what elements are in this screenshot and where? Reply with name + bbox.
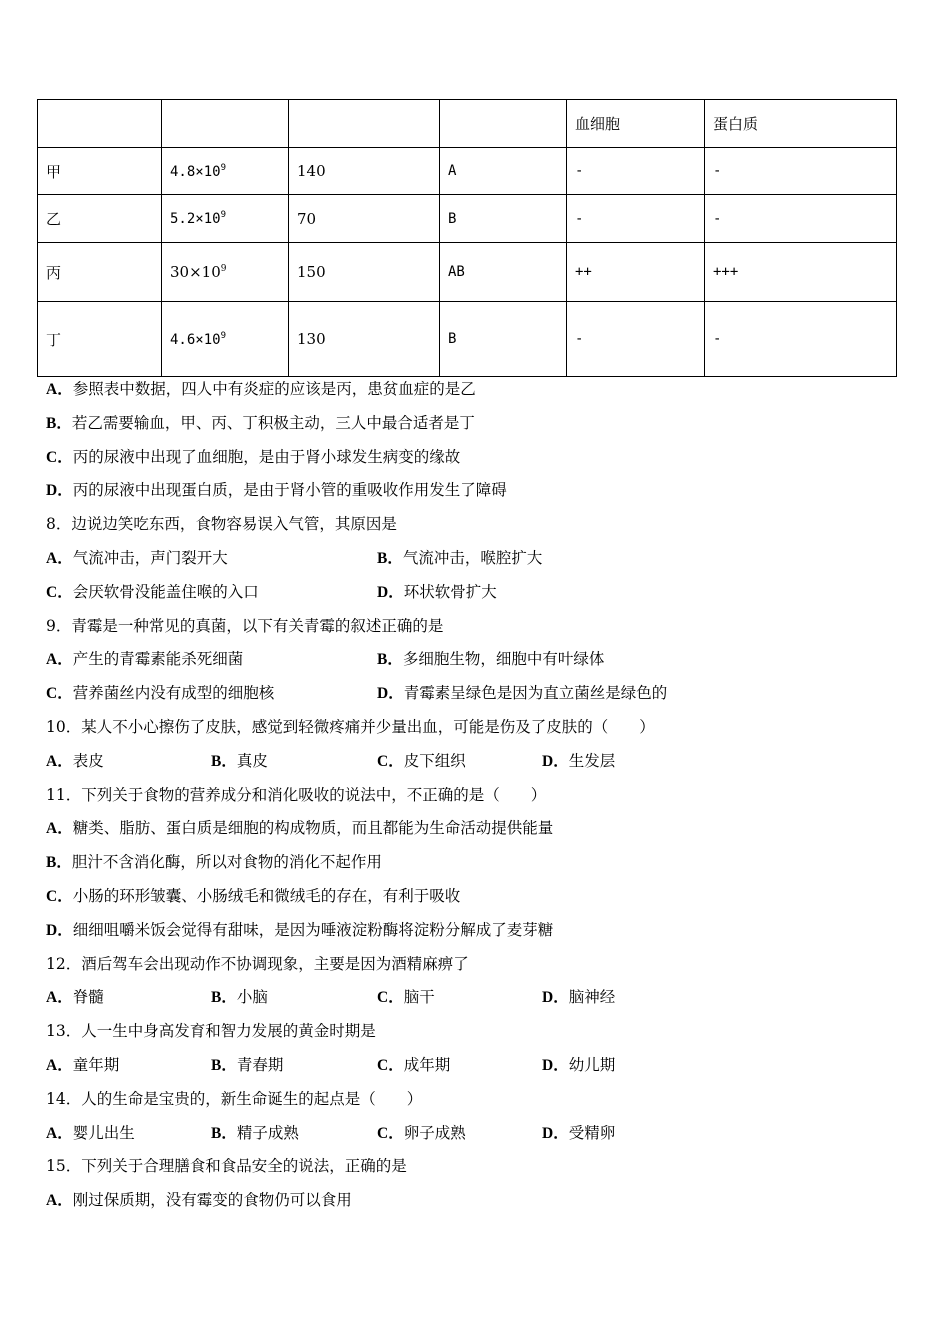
table-row: [38, 195, 897, 243]
table-cell: B: [440, 195, 567, 243]
option-text: 婴儿出生: [72, 1123, 135, 1142]
q7-option-a: [46, 373, 916, 407]
option-text: 参照表中数据，四人中有炎症的应该是丙，患贫血症的是乙: [72, 380, 476, 398]
q10-stem: 10．某人不小心擦伤了皮肤，感觉到轻微疼痛并少量出血，可能是伤及了皮肤的（ ）: [46, 717, 655, 736]
option-text: 青霉素呈绿色是因为直立菌丝是绿色的: [403, 684, 668, 703]
table-cell: 130: [289, 302, 440, 377]
option-label: A．: [46, 752, 73, 770]
table-row: [38, 148, 897, 195]
q11-option-a: [46, 812, 916, 846]
option-label: B．: [211, 989, 237, 1007]
q14-stem: 14．人的生命是宝贵的，新生命诞生的起点是（ ）: [46, 1089, 423, 1108]
q14-option-c: [377, 1117, 466, 1151]
q7-option-b: [46, 407, 916, 441]
table-header-cell: [289, 100, 440, 148]
q11-option-c: [46, 880, 916, 914]
option-label: C．: [46, 685, 73, 703]
table-cell: 140: [289, 148, 440, 195]
table-cell: -: [567, 195, 705, 243]
table-cell: [162, 148, 289, 195]
option-label: A．: [46, 651, 73, 669]
option-text: 皮下组织: [403, 751, 466, 770]
option-text: 真皮: [236, 751, 268, 770]
option-text: 脊髓: [72, 988, 104, 1007]
table-cell: -: [705, 302, 897, 377]
q14-option-a: [46, 1117, 135, 1151]
q13-option-b: [211, 1049, 283, 1083]
q15-stem: 15．下列关于合理膳食和食品安全的说法，正确的是: [46, 1157, 407, 1176]
table-row: [38, 302, 897, 377]
q14-option-d: [542, 1117, 615, 1151]
option-text: 营养菌丝内没有成型的细胞核: [72, 684, 275, 703]
q9-options-row-2: [46, 677, 916, 711]
q10-option-c: [377, 745, 466, 779]
option-label: B．: [46, 854, 72, 872]
option-label: C．: [46, 583, 73, 601]
cell-exponent: 9: [220, 264, 227, 274]
table-header-cell: 血细胞: [567, 100, 705, 148]
option-label: C．: [377, 1056, 404, 1074]
option-label: B．: [377, 549, 403, 567]
question-list: [46, 373, 916, 1218]
option-text: 若乙需要输血，甲、丙、丁积极主动，三人中最合适者是丁: [71, 413, 475, 432]
q10-option-b: [211, 745, 268, 779]
table-cell: 70: [289, 195, 440, 243]
q13-options-row: [46, 1049, 916, 1083]
table-cell: ++: [567, 243, 705, 302]
option-text: 丙的尿液中出现了血细胞，是由于肾小球发生病变的缘故: [72, 447, 461, 466]
q13-option-c: [377, 1049, 450, 1083]
blood-urine-table: [37, 99, 897, 377]
option-label: C．: [377, 752, 404, 770]
option-label: A．: [46, 989, 73, 1007]
cell-base: 4.8×10: [170, 163, 221, 180]
table-cell: [162, 243, 289, 302]
option-text: 表皮: [72, 751, 104, 770]
q11-stem: 11．下列关于食物的营养成分和消化吸收的说法中，不正确的是（ ）: [46, 785, 547, 804]
table-cell: 丙: [38, 243, 162, 302]
option-label: C．: [46, 887, 73, 905]
option-text: 成年期: [403, 1055, 451, 1074]
option-text: 丙的尿液中出现蛋白质，是由于肾小管的重吸收作用发生了障碍: [72, 481, 507, 500]
table-cell: [162, 195, 289, 243]
q9-stem: 9．青霉是一种常见的真菌，以下有关青霉的叙述正确的是: [46, 616, 444, 635]
option-text: 环状软骨扩大: [403, 582, 497, 601]
table-header-cell: [38, 100, 162, 148]
q8-option-a: [46, 542, 228, 576]
option-text: 气流冲击，声门裂开大: [72, 548, 228, 567]
option-label: C．: [377, 1124, 404, 1142]
option-text: 胆汁不含消化酶，所以对食物的消化不起作用: [71, 853, 382, 872]
table-cell: 乙: [38, 195, 162, 243]
cell-exponent: 9: [220, 210, 226, 220]
option-text: 刚过保质期，没有霉变的食物仍可以食用: [72, 1191, 352, 1210]
option-text: 脑神经: [568, 988, 616, 1007]
option-label: A．: [46, 1124, 73, 1142]
table-cell: -: [567, 148, 705, 195]
q13-stem: 13．人一生中身高发育和智力发展的黄金时期是: [46, 1022, 376, 1041]
table-row: [38, 243, 897, 302]
option-label: C．: [46, 448, 73, 466]
option-text: 细细咀嚼米饭会觉得有甜味，是因为唾液淀粉酶将淀粉分解成了麦芽糖: [72, 920, 554, 939]
table-cell: 150: [289, 243, 440, 302]
option-label: D．: [46, 482, 73, 500]
option-label: B．: [211, 1124, 237, 1142]
q9-option-a: [46, 643, 243, 677]
option-label: D．: [377, 583, 404, 601]
q9-option-d: [377, 677, 667, 711]
option-text: 会厌软骨没能盖住喉的入口: [72, 582, 259, 601]
table-cell: 丁: [38, 302, 162, 377]
table-cell: +++: [705, 243, 897, 302]
option-text: 小脑: [236, 988, 268, 1007]
option-label: D．: [542, 1124, 569, 1142]
q8-options-row-2: [46, 576, 916, 610]
option-text: 童年期: [72, 1055, 120, 1074]
q13-option-d: [542, 1049, 615, 1083]
option-label: A．: [46, 820, 73, 838]
q8-option-b: [377, 542, 542, 576]
q9-option-c: [46, 677, 274, 711]
cell-base: 30×10: [170, 263, 221, 281]
option-text: 产生的青霉素能杀死细菌: [72, 650, 244, 669]
option-label: D．: [542, 1056, 569, 1074]
option-label: C．: [377, 989, 404, 1007]
option-text: 多细胞生物，细胞中有叶绿体: [402, 650, 605, 669]
option-label: D．: [46, 921, 73, 939]
q13-option-a: [46, 1049, 119, 1083]
q12-options-row: [46, 981, 916, 1015]
q15-option-a: [46, 1184, 916, 1218]
q14-option-b: [211, 1117, 299, 1151]
cell-base: 5.2×10: [170, 211, 221, 227]
q8-stem: 8．边说边笑吃东西，食物容易误入气管，其原因是: [46, 515, 397, 534]
table-cell: AB: [440, 243, 567, 302]
option-text: 脑干: [403, 988, 435, 1007]
option-label: A．: [46, 1056, 73, 1074]
option-text: 小肠的环形皱囊、小肠绒毛和微绒毛的存在，有利于吸收: [72, 886, 461, 905]
q8-options-row-1: [46, 542, 916, 576]
option-text: 青春期: [236, 1055, 284, 1074]
cell-base: 4.6×10: [170, 331, 221, 348]
table-header-cell: [440, 100, 567, 148]
table-header-cell: [162, 100, 289, 148]
table-cell: -: [705, 195, 897, 243]
option-label: D．: [542, 752, 569, 770]
table-header-row: [38, 100, 897, 148]
option-text: 受精卵: [568, 1123, 616, 1142]
table-cell: [162, 302, 289, 377]
q11-option-d: [46, 914, 916, 948]
table-cell: 甲: [38, 148, 162, 195]
q12-option-b: [211, 981, 268, 1015]
q9-options-row-1: [46, 643, 916, 677]
option-label: B．: [211, 1056, 237, 1074]
q7-option-d: [46, 474, 916, 508]
option-label: A．: [46, 381, 73, 398]
option-label: B．: [377, 651, 403, 669]
option-label: D．: [377, 685, 404, 703]
q12-option-a: [46, 981, 104, 1015]
option-label: D．: [542, 989, 569, 1007]
option-text: 幼儿期: [568, 1055, 616, 1074]
option-label: B．: [211, 752, 237, 770]
q12-stem: 12．酒后驾车会出现动作不协调现象，主要是因为酒精麻痹了: [46, 954, 469, 973]
option-text: 气流冲击，喉腔扩大: [402, 548, 543, 567]
option-text: 精子成熟: [236, 1123, 299, 1142]
table-cell: A: [440, 148, 567, 195]
cell-exponent: 9: [220, 330, 226, 341]
q12-option-d: [542, 981, 615, 1015]
q11-option-b: [46, 846, 916, 880]
option-text: 生发层: [568, 751, 616, 770]
q10-options-row: [46, 745, 916, 779]
table-cell: -: [567, 302, 705, 377]
cell-exponent: 9: [220, 162, 226, 173]
option-label: A．: [46, 1192, 73, 1210]
option-text: 糖类、脂肪、蛋白质是细胞的构成物质，而且都能为生命活动提供能量: [72, 819, 554, 838]
q10-option-d: [542, 745, 615, 779]
option-text: 卵子成熟: [403, 1123, 466, 1142]
option-label: A．: [46, 549, 73, 567]
q12-option-c: [377, 981, 435, 1015]
table-cell: -: [705, 148, 897, 195]
q8-option-c: [46, 576, 259, 610]
q10-option-a: [46, 745, 104, 779]
table-header-cell: 蛋白质: [705, 100, 897, 148]
q7-option-c: [46, 441, 916, 475]
q8-option-d: [377, 576, 497, 610]
q9-option-b: [377, 643, 604, 677]
table-cell: B: [440, 302, 567, 377]
q14-options-row: [46, 1117, 916, 1151]
option-label: B．: [46, 414, 72, 432]
